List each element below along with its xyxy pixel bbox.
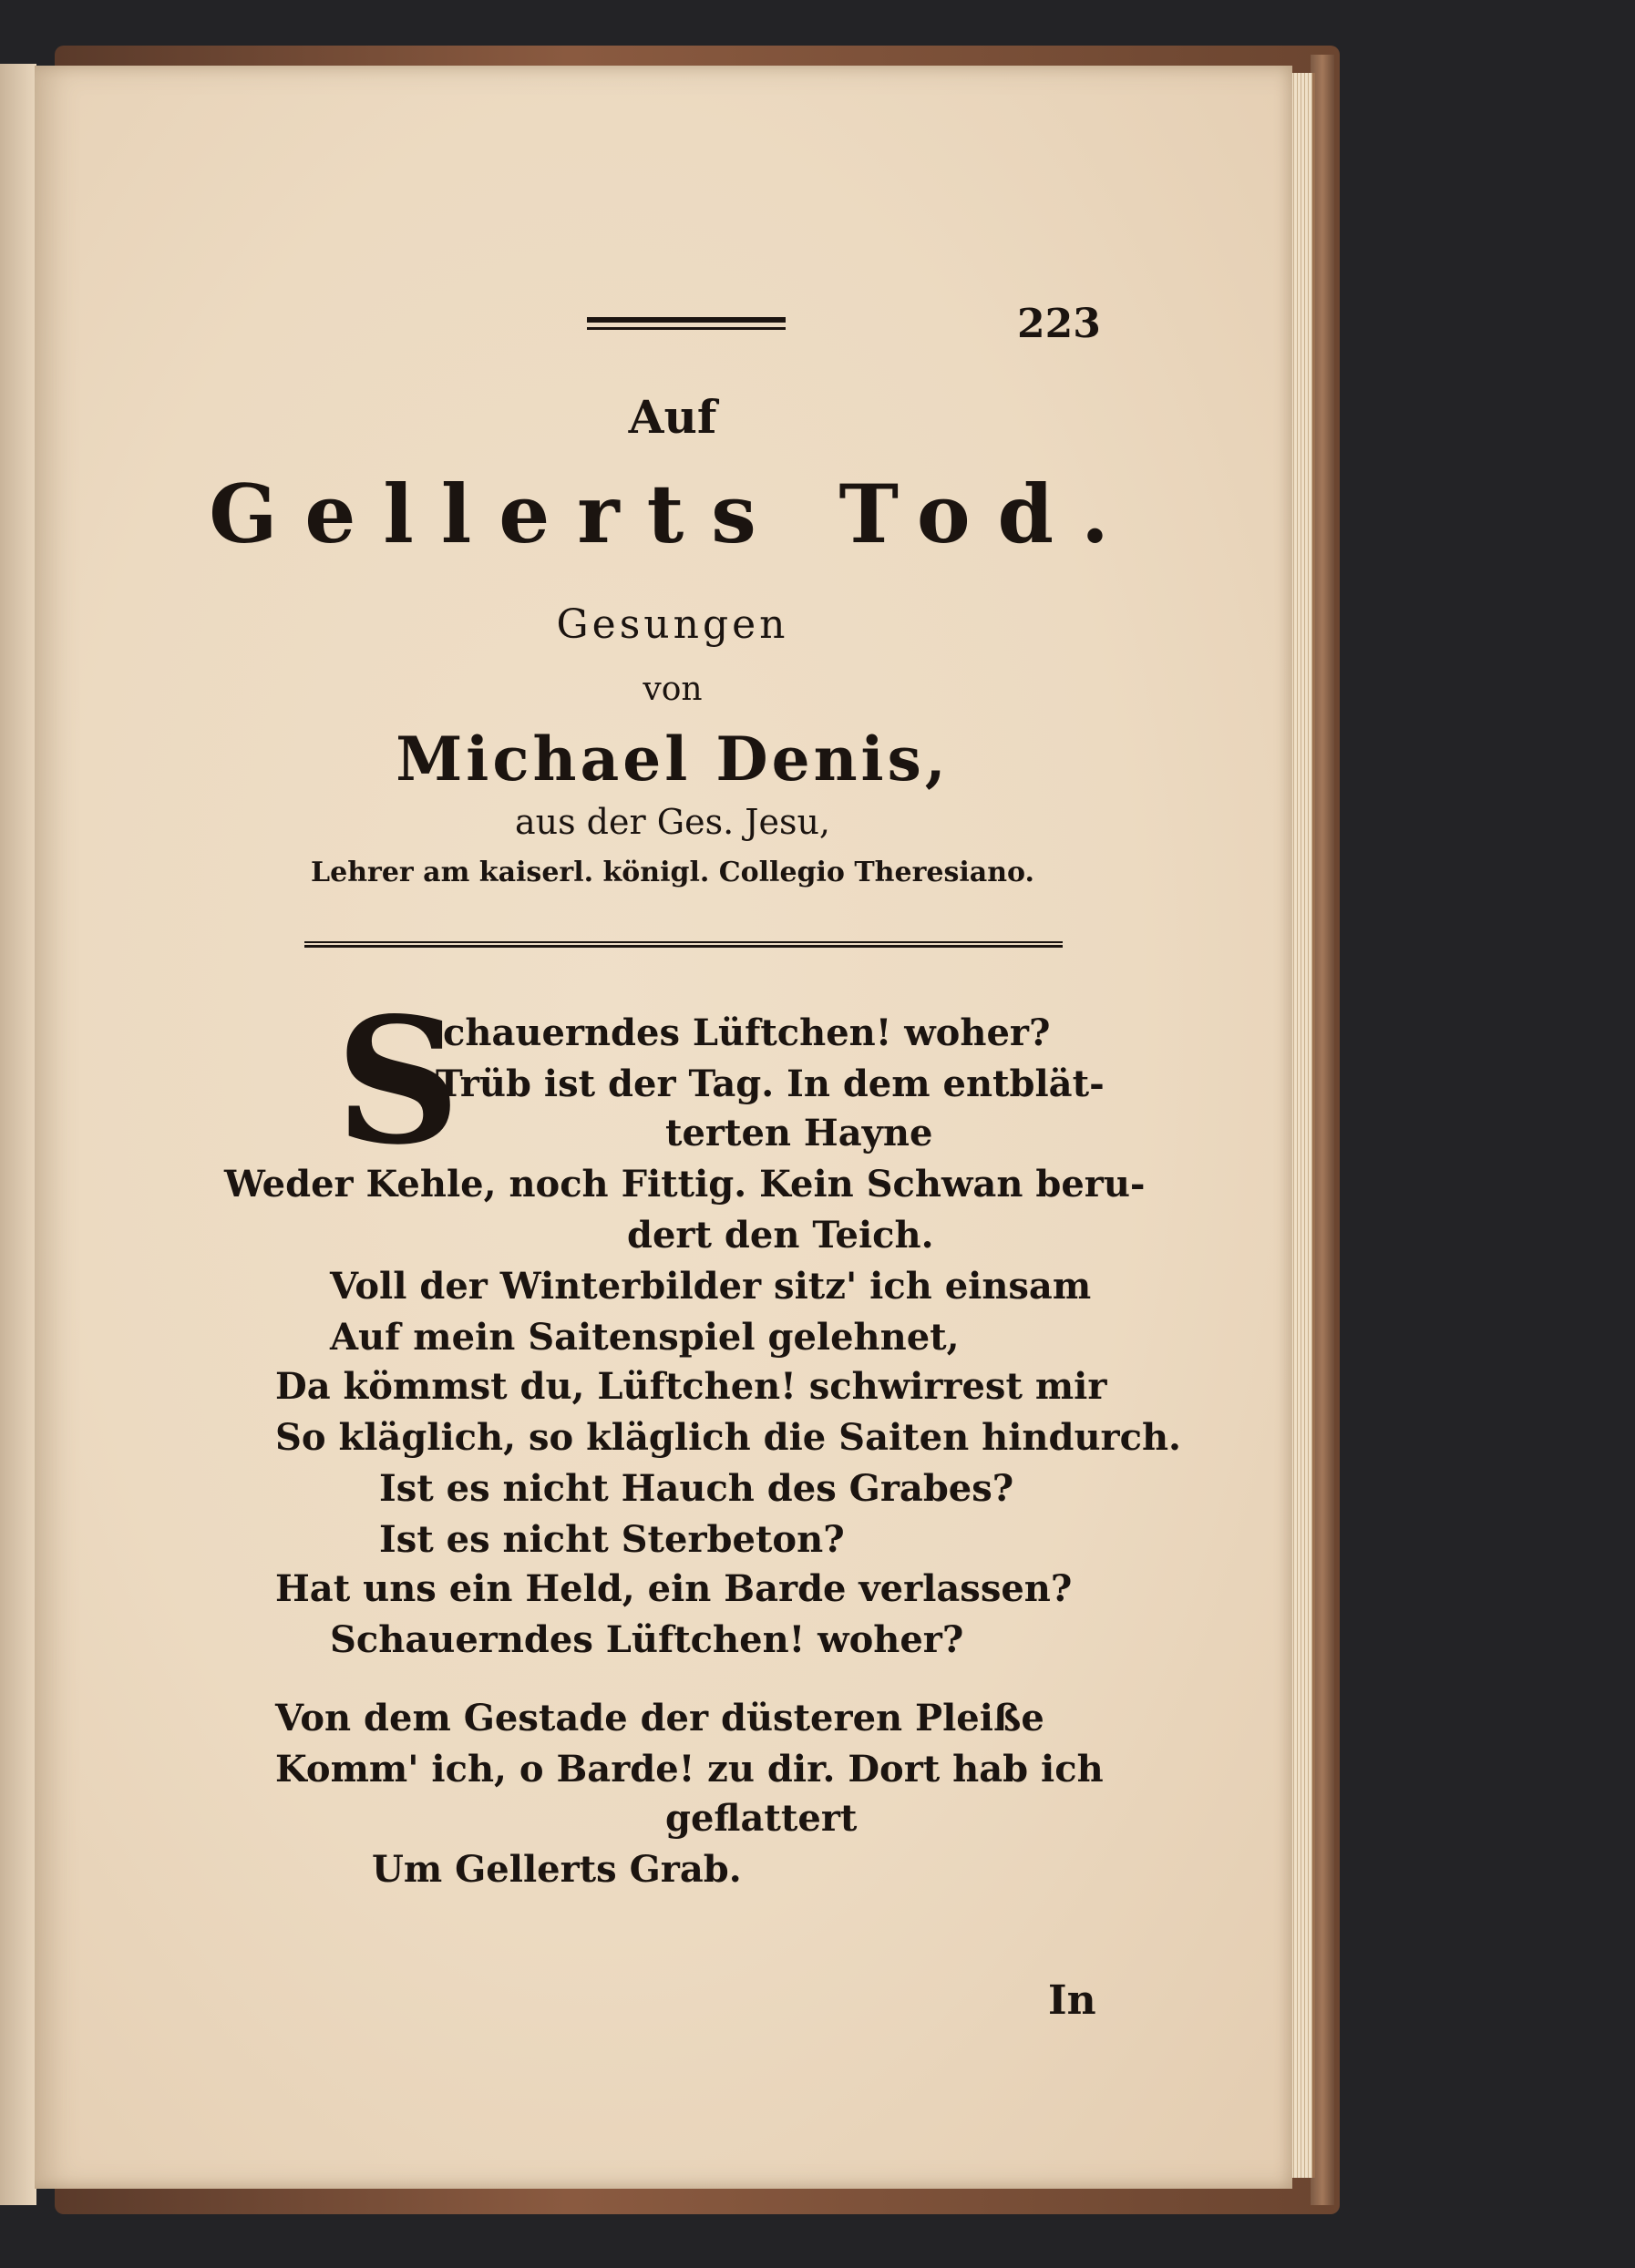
page-number: 223	[1017, 301, 1101, 347]
by-line: von	[643, 671, 703, 708]
poem-line: dert den Teich.	[627, 1214, 934, 1257]
poem-line: Schauerndes Lüftchen! woher?	[330, 1618, 964, 1661]
poem-line: Voll der Winterbilder sitz' ich einsam	[330, 1265, 1092, 1308]
poem-line: geflattert	[665, 1797, 858, 1840]
poem-line: Hat uns ein Held, ein Barde verlassen?	[275, 1567, 1073, 1610]
poem-title: Gellerts Tod.	[209, 467, 1136, 561]
poem-line: Ist es nicht Sterbeton?	[379, 1518, 845, 1561]
poem-line: Komm' ich, o Barde! zu dir. Dort hab ich	[275, 1748, 1104, 1791]
poem-line: Um Gellerts Grab.	[372, 1848, 742, 1891]
poem-line: So kläglich, so kläglich die Saiten hindurch.	[275, 1416, 1181, 1459]
poem-line: Von dem Gestade der düsteren Pleiße	[275, 1697, 1044, 1739]
poem-line: Auf mein Saitenspiel gelehnet,	[330, 1316, 960, 1359]
author-name: Michael Denis,	[396, 724, 950, 795]
book-page	[35, 66, 1292, 2189]
poem-line: Da kömmst du, Lüftchen! schwirrest mir	[275, 1365, 1107, 1408]
facing-page-edge	[0, 64, 36, 2205]
poem-line: terten Hayne	[665, 1112, 933, 1155]
subtitle: Gesungen	[556, 601, 789, 648]
section-rule	[304, 941, 1063, 948]
drop-cap: S	[335, 980, 461, 1183]
header-rule	[587, 317, 786, 330]
catchword: In	[1048, 1977, 1096, 2024]
author-role: Lehrer am kaiserl. königl. Collegio Theresiano.	[311, 857, 1034, 888]
poem-line: Ist es nicht Hauch des Grabes?	[379, 1467, 1014, 1510]
author-affiliation: aus der Ges. Jesu,	[514, 802, 831, 842]
poem-line: chauerndes Lüftchen! woher?	[443, 1011, 1051, 1054]
poem-line: Trüb ist der Tag. In dem entblät-	[436, 1062, 1105, 1105]
title-prefix: Auf	[628, 390, 717, 444]
poem-line: Weder Kehle, noch Fittig. Kein Schwan beru-	[224, 1163, 1146, 1206]
